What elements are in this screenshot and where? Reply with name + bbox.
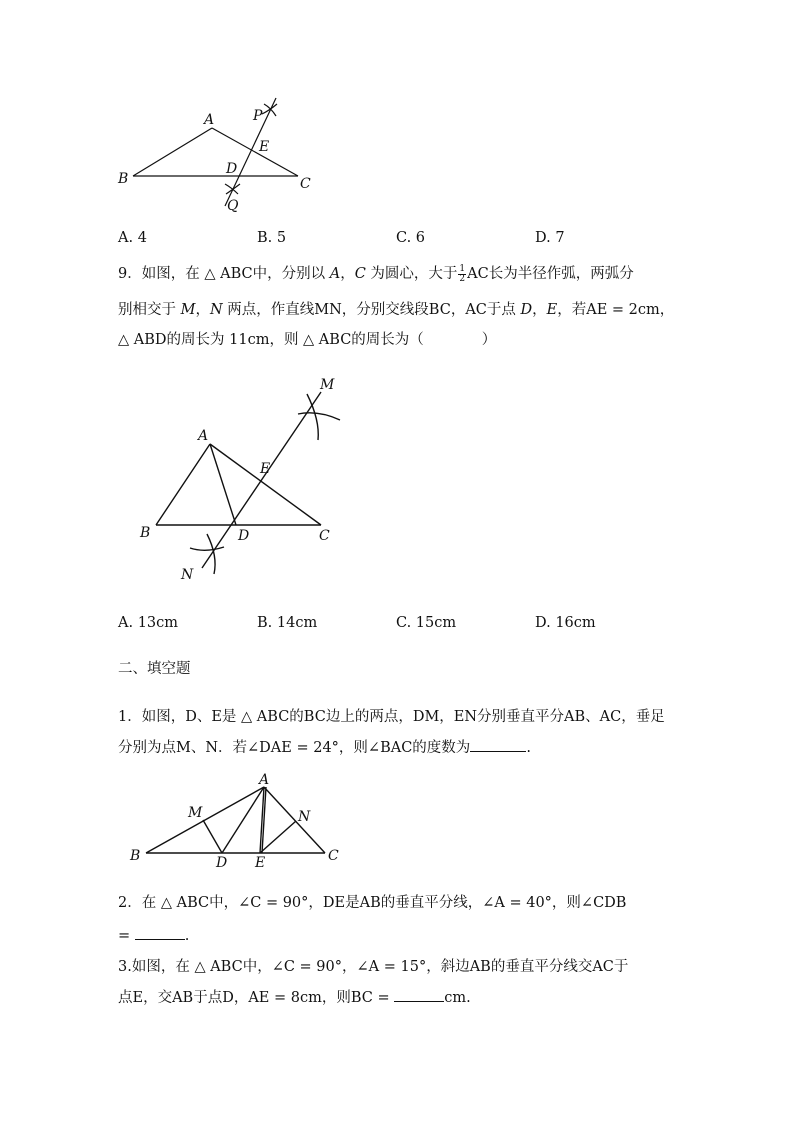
section-2-title: 二、填空题 (118, 661, 191, 677)
label-a: A (198, 428, 209, 444)
label-b: B (118, 171, 129, 187)
f3-line-1: 3.如图，在 △ ABC中，∠C = 90°，∠A = 15°，斜边AB的垂直平分线交AC于 (118, 959, 629, 975)
q8-option-d: D. 7 (535, 230, 565, 246)
fraction-one-half: $\frac{1}{2}$ (459, 263, 466, 284)
label-a: A (204, 112, 215, 128)
q8-option-b: B. 5 (257, 230, 287, 246)
label-d: D (216, 855, 228, 871)
q9-option-c: C. 15cm (396, 615, 457, 631)
segment-ne (260, 821, 296, 853)
label-a: A (259, 772, 270, 788)
label-m: M (188, 805, 203, 821)
q9-line-3: △ ABD的周长为 11cm，则 △ ABC的周长为（ ） (118, 332, 497, 348)
f1-line-2: 分别为点M、N．若∠DAE = 24°，则∠BAC的度数为 . (118, 737, 531, 758)
answer-blank[interactable] (135, 925, 185, 940)
segment-ab (146, 787, 264, 853)
label-e: E (260, 461, 271, 477)
q8-option-c: C. 6 (396, 230, 426, 246)
label-d: D (238, 528, 250, 544)
f2-line-2: = . (118, 925, 189, 946)
label-n: N (181, 567, 194, 583)
label-c: C (328, 848, 339, 864)
label-c: C (319, 528, 330, 544)
label-e: E (255, 855, 266, 871)
label-p: P (253, 108, 263, 124)
q9-option-a: A. 13cm (118, 615, 179, 631)
label-c: C (300, 176, 311, 192)
label-n: N (298, 809, 311, 825)
segment-ac (264, 787, 325, 853)
label-d: D (226, 161, 238, 177)
q9-option-d: D. 16cm (535, 615, 596, 631)
label-q: Q (227, 198, 239, 214)
q8-option-a: A. 4 (118, 230, 147, 246)
f3-line-2: 点E，交AB于点D，AE = 8cm，则BC = cm. (118, 987, 471, 1008)
label-e: E (259, 139, 270, 155)
label-b: B (130, 848, 141, 864)
segment-md (203, 820, 222, 853)
label-m: M (320, 377, 335, 393)
label-b: B (140, 525, 151, 541)
answer-blank[interactable] (394, 987, 444, 1002)
segment-ad (222, 787, 264, 853)
f2-line-1: 2．在 △ ABC中，∠C = 90°，DE是AB的垂直平分线，∠A = 40°，则∠CDB (118, 895, 627, 911)
q9-option-b: B. 14cm (257, 615, 318, 631)
q9-line-1: 9．如图，在 △ ABC中，分别以 A，C 为圆心，大于 $\frac{1}{2}$ AC长为半径作弧，两弧分 (118, 263, 634, 284)
f1-line-1: 1．如图，D、E是 △ ABC的BC边上的两点，DM，EN分别垂直平分AB、AC，垂足 (118, 709, 665, 725)
q9-line-2: 别相交于 M，N 两点，作直线MN，分别交线段BC，AC于点 D，E，若AE = 2cm， (118, 302, 675, 318)
